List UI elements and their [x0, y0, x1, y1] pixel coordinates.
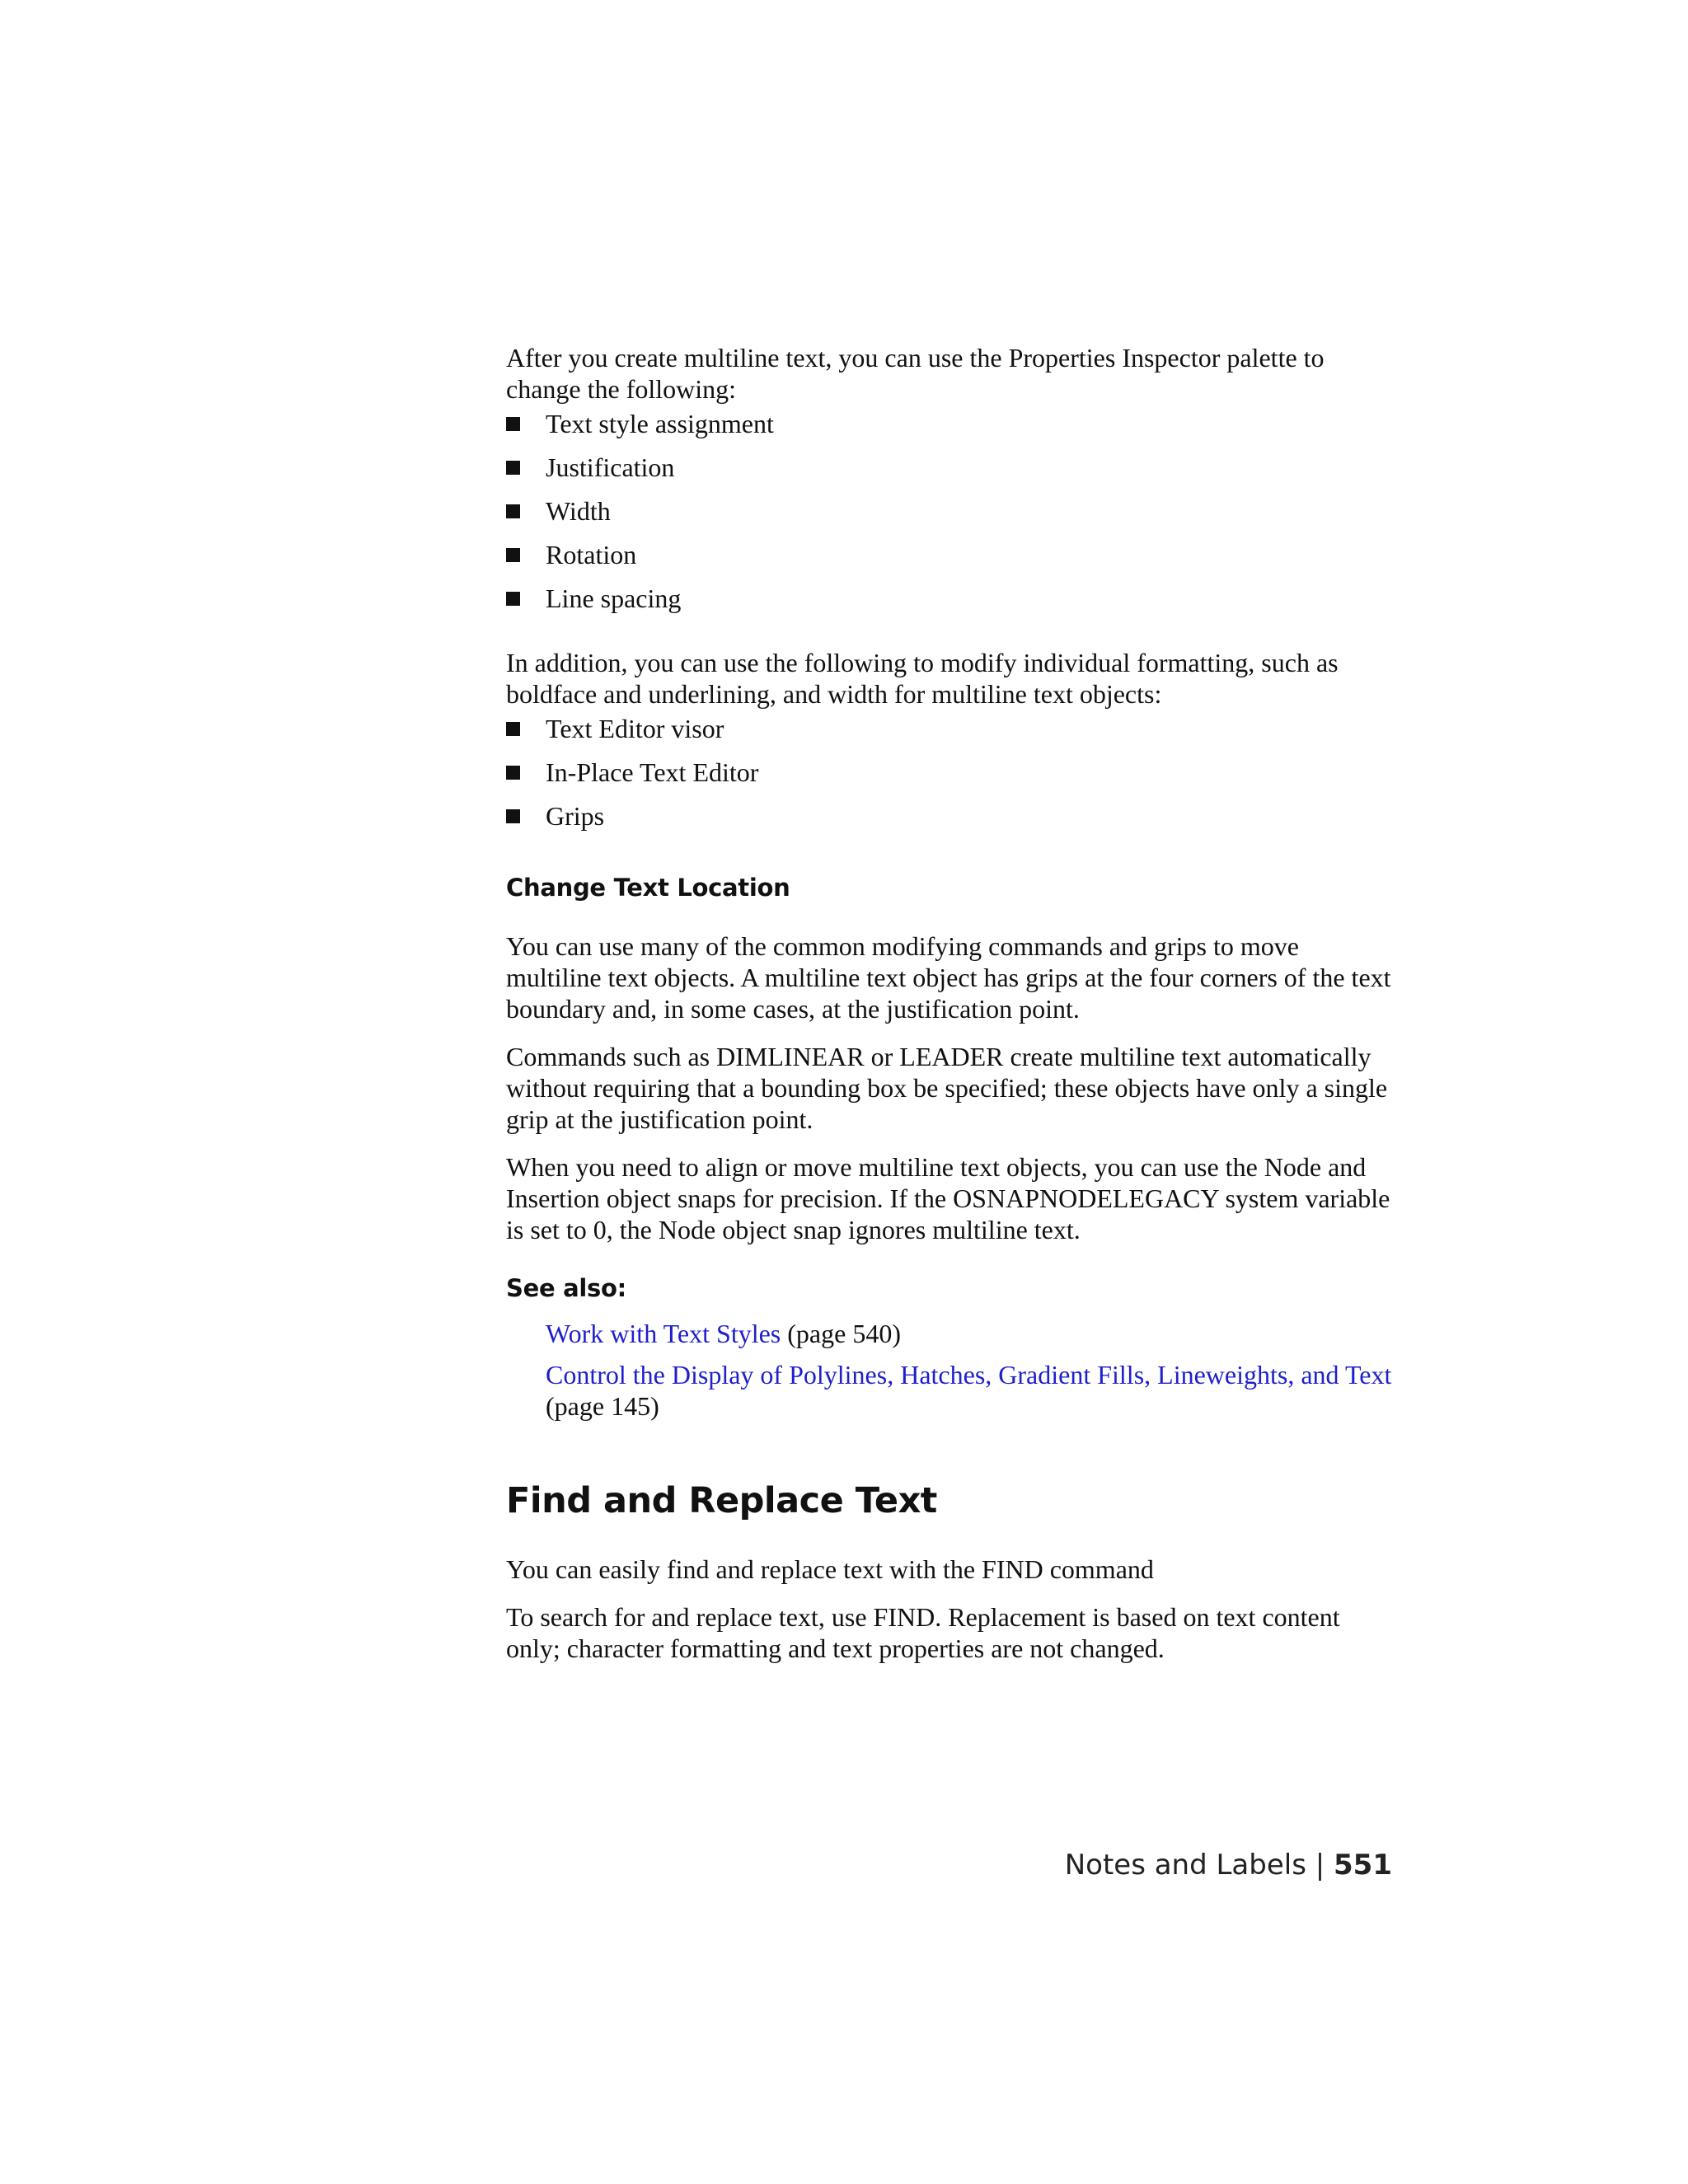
- link-work-with-text-styles[interactable]: Work with Text Styles: [546, 1319, 781, 1348]
- list-item: Text Editor visor: [506, 713, 1392, 744]
- see-also-list: [506, 1318, 1392, 1422]
- square-bullet-icon: [506, 592, 520, 606]
- page-content: [506, 342, 1392, 1664]
- change-location-paragraph-3: When you need to align or move multiline text objects, you can use the Node and Insertion object snaps for precision. If the OSNAPNODELEGACY system variable is set to 0, the Node object snap ignores multiline text.: [506, 1152, 1390, 1244]
- footer-separator: |: [1315, 1849, 1325, 1882]
- square-bullet-icon: [506, 766, 520, 780]
- list-item: Text style assignment: [506, 408, 1392, 439]
- intro-bullet-list: [506, 408, 1392, 614]
- page-footer: [1065, 1848, 1392, 1882]
- list-item: Width: [506, 495, 1392, 527]
- see-also-item: Control the Display of Polylines, Hatches, Gradient Fills, Lineweights, and Text (page 145): [546, 1360, 1392, 1421]
- intro-paragraph: After you create multiline text, you can use the Properties Inspector palette to change the following:: [506, 343, 1325, 404]
- list-item: In-Place Text Editor: [506, 757, 1392, 788]
- find-replace-paragraph-2: To search for and replace text, use FIND. Replacement is based on text content only; character formatting and text properties are not changed.: [506, 1602, 1340, 1663]
- square-bullet-icon: [506, 722, 520, 736]
- addition-bullet-list: [506, 713, 1392, 832]
- list-item: Line spacing: [506, 583, 1392, 614]
- list-item: Justification: [506, 452, 1392, 483]
- find-replace-paragraph-1: You can easily find and replace text with the FIND command: [506, 1554, 1154, 1584]
- see-also-item: Work with Text Styles (page 540): [546, 1319, 901, 1348]
- square-bullet-icon: [506, 548, 520, 562]
- change-location-paragraph-2: Commands such as DIMLINEAR or LEADER create multiline text automatically without requiring that a bounding box be specified; these objects have only a single grip at the justification point.: [506, 1042, 1388, 1134]
- link-control-display[interactable]: Control the Display of Polylines, Hatches, Gradient Fills, Lineweights, and Text: [546, 1360, 1392, 1390]
- list-item: Grips: [506, 800, 1392, 832]
- addition-paragraph: In addition, you can use the following to modify individual formatting, such as boldface and underlining, and width for multiline text objects:: [506, 648, 1339, 709]
- see-also-label: See also:: [506, 1274, 626, 1302]
- square-bullet-icon: [506, 504, 520, 518]
- square-bullet-icon: [506, 417, 520, 431]
- change-text-location-heading: Change Text Location: [506, 874, 790, 902]
- page-number: 551: [1334, 1849, 1392, 1882]
- footer-section-title: Notes and Labels: [1064, 1849, 1306, 1882]
- find-replace-heading: Find and Replace Text: [506, 1480, 937, 1521]
- square-bullet-icon: [506, 461, 520, 475]
- list-item: Rotation: [506, 539, 1392, 570]
- square-bullet-icon: [506, 809, 520, 823]
- change-location-paragraph-1: You can use many of the common modifying commands and grips to move multiline text objects. A multiline text object has grips at the four corners of the text boundary and, in some cases, at the justification point.: [506, 931, 1391, 1024]
